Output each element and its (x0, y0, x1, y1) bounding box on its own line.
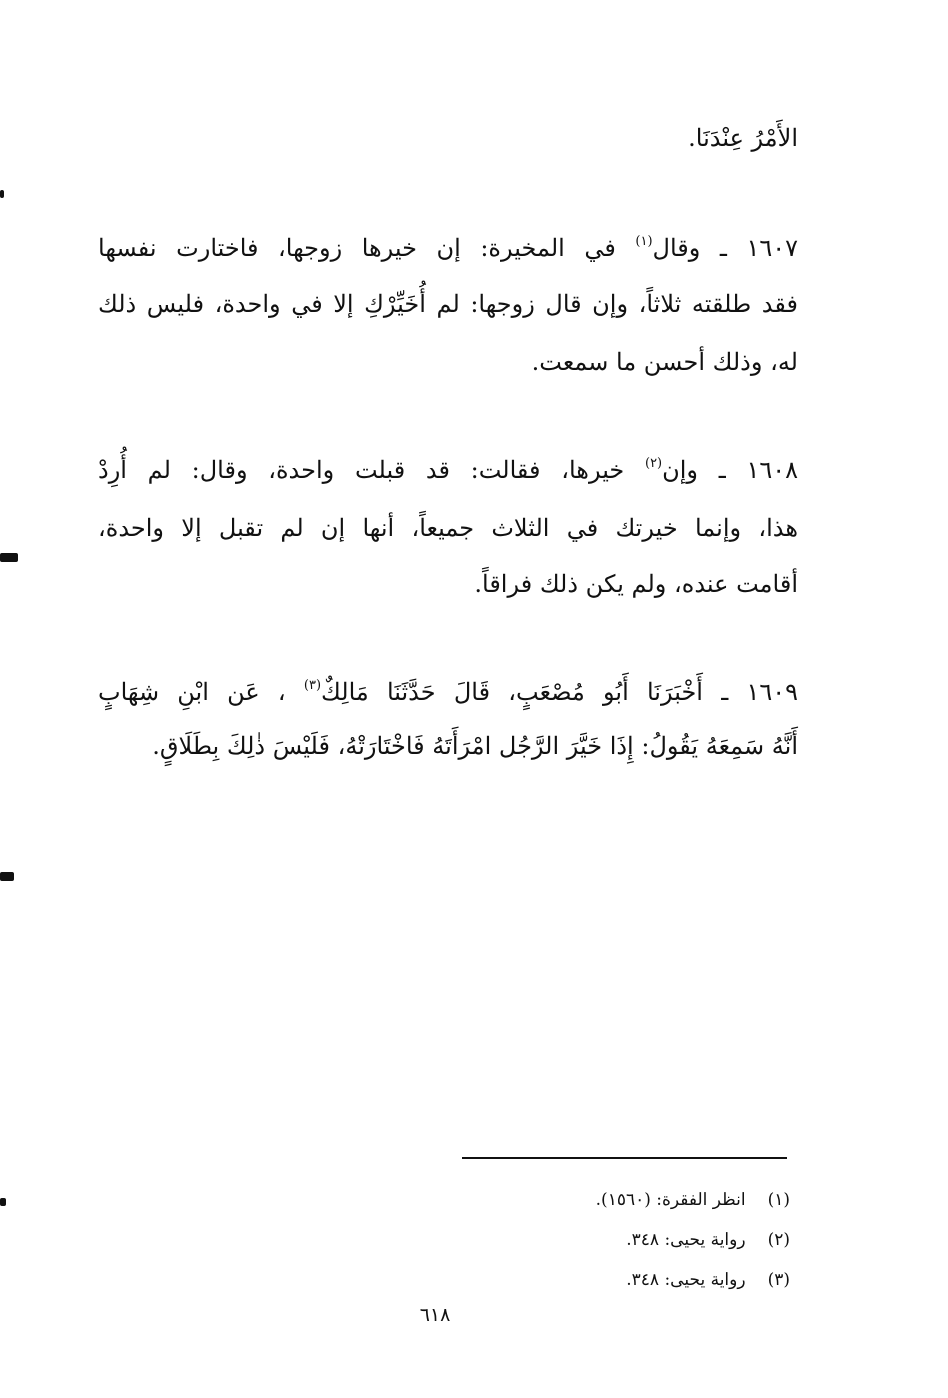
p1607-text-a: ١٦٠٧ ـ وقال (652, 234, 798, 262)
footnote-1 (410, 1190, 790, 1210)
p1608-line-3: أقامت عنده، ولم يكن ذلك فراقاً. (474, 570, 798, 598)
footnote-text: رواية يحيى: ٣٤٨. (626, 1270, 746, 1290)
p1609-text-b: ، عَن ابْنِ شِهَابٍ (98, 678, 304, 706)
scan-edge-mark (0, 553, 18, 562)
footnote-ref-2: (٢) (644, 456, 663, 471)
p1608-line-1 (98, 456, 798, 484)
p1609-text-a: ١٦٠٩ ـ أَخْبَرَنَا أَبُو مُصْعَبٍ، قَالَ حَدَّثَنَا مَالِكٌ (321, 678, 798, 706)
text-line-1: الأَمْرُ عِنْدَنَا. (688, 124, 798, 152)
p1607-text-b: في المخيرة: إن خيرها زوجها، فاختارت نفسها (98, 234, 636, 262)
p1608-text-b: خيرها، فقالت: قد قبلت واحدة، وقال: لم أُرِدْ (98, 456, 645, 484)
scan-edge-mark (0, 1198, 6, 1206)
scan-edge-mark (0, 872, 14, 881)
p1608-line-2: هذا، وإنما خيرتك في الثلاث جميعاً، أنها إن لم تقبل إلا واحدة، (98, 514, 798, 542)
footnote-separator (462, 1157, 787, 1159)
p1607-line-2: فقد طلقته ثلاثاً، وإن قال زوجها: لم أُخَيِّرْكِ إلا في واحدة، فليس ذلك (98, 290, 798, 318)
p1609-line-1 (98, 678, 798, 706)
page-number: ٦١٨ (419, 1304, 451, 1326)
footnote-ref-1: (١) (635, 234, 653, 249)
footnote-2 (410, 1230, 790, 1250)
footnote-text: رواية يحيى: ٣٤٨. (626, 1230, 746, 1250)
p1607-line-1 (98, 234, 798, 262)
footnote-number: (٣) (767, 1270, 790, 1290)
p1609-line-2: أَنَّهُ سَمِعَهُ يَقُولُ: إِذَا خَيَّرَ الرَّجُل امْرَأَتَهُ فَاخْتَارَتْهُ، فَلَيْسَ ذٰلِكَ بِطَلَاقٍ. (152, 732, 798, 760)
footnote-ref-3: (٣) (303, 678, 322, 693)
p1607-line-3: له، وذلك أحسن ما سمعت. (531, 348, 798, 376)
footnote-text: انظر الفقرة: (١٥٦٠). (595, 1190, 746, 1210)
footnote-3 (410, 1270, 790, 1290)
footnote-number: (٢) (767, 1230, 790, 1250)
scan-edge-mark (0, 190, 4, 198)
p1608-text-a: ١٦٠٨ ـ وإن (662, 456, 799, 484)
footnote-number: (١) (767, 1190, 790, 1210)
